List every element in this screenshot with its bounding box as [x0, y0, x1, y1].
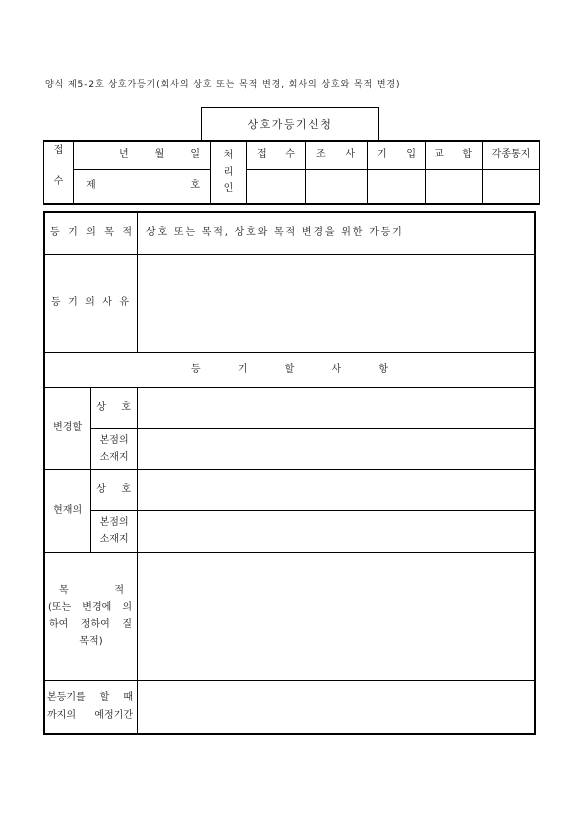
change-trade-name-row	[44, 387, 535, 428]
application-table	[43, 211, 536, 735]
receipt-col-inspection	[306, 141, 368, 169]
receipt-col-notices-label: 각종통지	[491, 149, 531, 161]
label-char: 리	[223, 166, 234, 178]
processor-cell	[211, 141, 247, 204]
receipt-box-notices	[483, 169, 540, 204]
expected-period-value-cell	[138, 680, 536, 734]
form-title: 상호가등기신청	[201, 107, 379, 140]
reason-label-cell	[44, 254, 138, 352]
objective-label-line2: (또는 변경에 의	[48, 602, 132, 613]
receipt-body-row	[44, 169, 540, 204]
expected-period-row	[44, 680, 535, 734]
number-label: 제 호	[86, 180, 200, 192]
purpose-value: 상호 또는 목적, 상호와 목적 변경을 위한 가등기	[146, 227, 404, 239]
receipt-col-collation	[426, 141, 483, 169]
objective-label-line4: 목적)	[79, 636, 103, 647]
change-trade-name-label: 상 호	[96, 401, 131, 413]
receipt-col-collation-label: 교 합	[434, 149, 472, 161]
current-head-office-label-line1: 본점의	[99, 517, 129, 528]
objective-label-line3: 하여 정하여 질	[49, 619, 132, 630]
current-group-cell	[44, 469, 91, 552]
reason-value-cell	[138, 254, 536, 352]
items-heading-cell	[44, 352, 535, 387]
label-char: 인	[223, 183, 234, 194]
processor-label	[211, 151, 246, 194]
purpose-label-cell	[44, 212, 138, 254]
expected-period-label-cell	[44, 680, 138, 734]
items-heading-row	[44, 352, 535, 387]
purpose-value-cell	[138, 212, 536, 254]
objective-value-cell	[138, 552, 536, 680]
form-caption: 양식 제5-2호 상호가등기(회사의 상호 또는 목적 변경, 회사의 상호와 목적 변경)	[45, 80, 401, 90]
change-head-office-value	[138, 428, 536, 469]
receipt-box-inspection	[306, 169, 368, 204]
current-trade-name-row	[44, 469, 535, 510]
expected-period-label-line2: 까지의 예정기간	[47, 709, 133, 721]
label-char: 처	[223, 150, 234, 161]
objective-label-line1: 목 적	[59, 585, 124, 596]
current-head-office-value	[138, 510, 536, 552]
objective-label-cell	[44, 552, 138, 680]
date-label: 년 월 일	[119, 149, 200, 161]
purpose-row	[44, 212, 535, 254]
label-char: 수	[53, 176, 64, 187]
current-trade-name-label: 상 호	[96, 483, 131, 495]
receipt-table	[43, 140, 540, 205]
receipt-label-cell	[44, 141, 74, 204]
receipt-col-receipt-label: 접 수	[257, 149, 295, 161]
current-trade-name-label-cell	[91, 469, 138, 510]
purpose-label: 등 기 의 목 적	[50, 227, 132, 239]
change-head-office-row	[44, 428, 535, 469]
reason-row	[44, 254, 535, 352]
items-heading: 등 기 할 사 항	[191, 363, 388, 375]
number-cell	[74, 169, 211, 204]
current-head-office-row	[44, 510, 535, 552]
change-head-office-label-line2: 소재지	[99, 451, 129, 463]
label-char: 접	[53, 145, 64, 156]
receipt-header-row	[44, 141, 540, 169]
receipt-col-entry	[368, 141, 426, 169]
current-group-label: 현재의	[53, 504, 83, 516]
change-trade-name-value	[138, 387, 536, 428]
date-cell	[74, 141, 211, 169]
current-head-office-label-line2: 소재지	[99, 534, 129, 545]
change-trade-name-label-cell	[91, 387, 138, 428]
objective-row	[44, 552, 535, 680]
receipt-label	[44, 146, 73, 187]
reason-label: 등 기 의 사 유	[51, 297, 129, 308]
receipt-box-collation	[426, 169, 483, 204]
current-head-office-label-cell	[91, 510, 138, 552]
change-head-office-label-line1: 본점의	[99, 434, 129, 446]
receipt-col-receipt	[247, 141, 306, 169]
receipt-col-entry-label: 기 입	[377, 149, 416, 161]
receipt-col-notices	[483, 141, 540, 169]
receipt-box-entry	[368, 169, 426, 204]
expected-period-label-line1: 본등기를 할 때	[47, 691, 133, 703]
receipt-box-receipt	[247, 169, 306, 204]
change-group-label: 변경할	[53, 422, 83, 433]
change-group-cell	[44, 387, 91, 469]
current-trade-name-value	[138, 469, 536, 510]
change-head-office-label-cell	[91, 428, 138, 469]
receipt-col-inspection-label: 조 사	[316, 149, 355, 161]
